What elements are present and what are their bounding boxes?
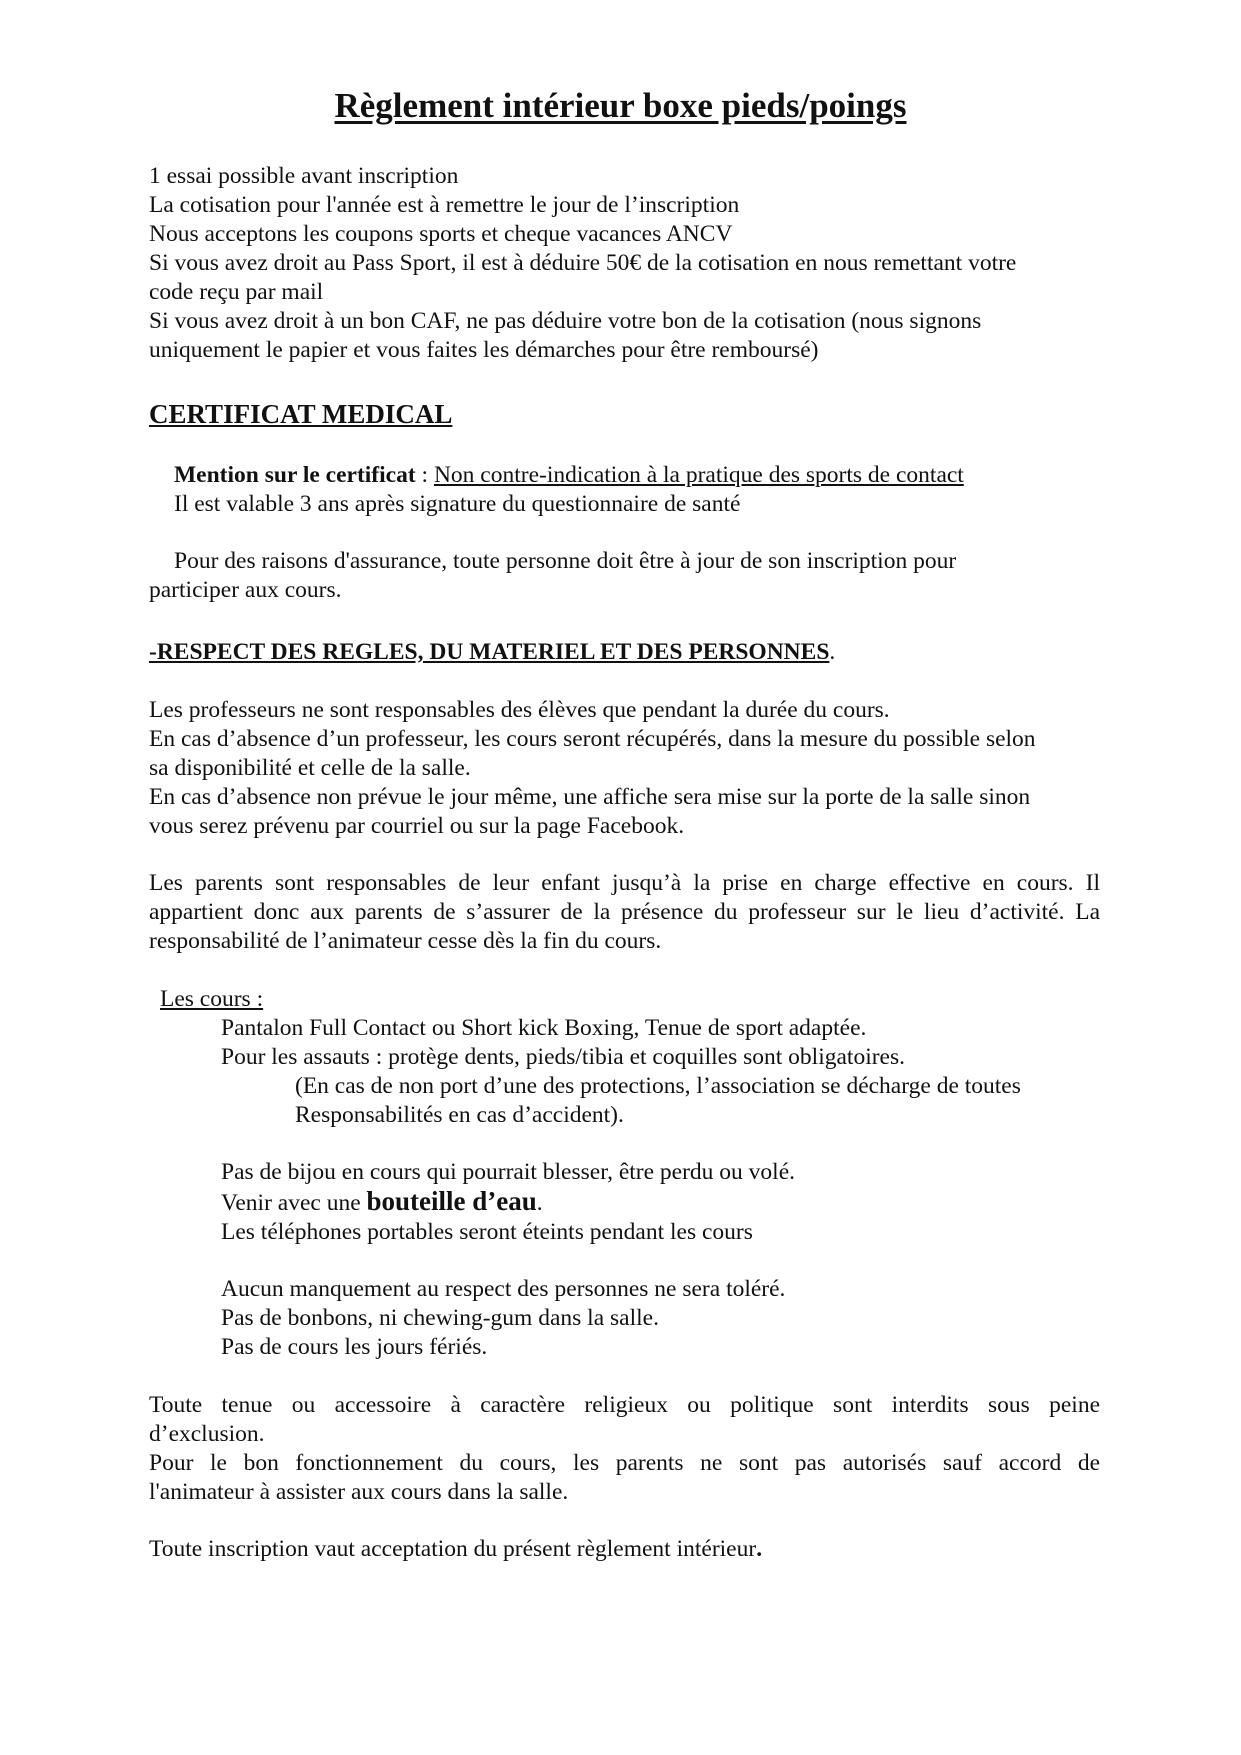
cours-note: (En cas de non port d’une des protections, l’association se décharge de toutes bbox=[295, 1073, 1021, 1099]
medical-heading: CERTIFICAT MEDICAL bbox=[149, 399, 453, 429]
cours-item: Les téléphones portables seront éteints pendant les cours bbox=[221, 1219, 753, 1245]
mention-separator: : bbox=[415, 462, 434, 488]
cours-item: Pas de bonbons, ni chewing-gum dans la salle. bbox=[221, 1305, 659, 1331]
water-line bbox=[221, 1187, 543, 1218]
acceptance-line bbox=[149, 1535, 762, 1564]
closing-line: Pour le bon fonctionnement du cours, les parents ne sont pas autorisés sauf accord de bbox=[149, 1450, 1100, 1476]
parents-line: Les parents sont responsables de leur enfant jusqu’à la prise en charge effective en cours. Il bbox=[149, 870, 1100, 896]
parents-line: responsabilité de l’animateur cesse dès la fin du cours. bbox=[149, 928, 662, 954]
cours-item: Pas de bijou en cours qui pourrait blesser, être perdu ou volé. bbox=[221, 1159, 796, 1185]
parents-line: appartient donc aux parents de s’assurer de la présence du professeur sur le lieu d’activité. La bbox=[149, 899, 1100, 925]
intro-line: Si vous avez droit au Pass Sport, il est à déduire 50€ de la cotisation en nous remettant votre bbox=[149, 250, 1017, 276]
water-prefix: Venir avec une bbox=[221, 1190, 367, 1216]
intro-line: uniquement le papier et vous faites les démarches pour être remboursé) bbox=[149, 337, 819, 363]
intro-line: Si vous avez droit à un bon CAF, ne pas déduire votre bon de la cotisation (nous signons bbox=[149, 308, 982, 334]
insurance-line: Pour des raisons d'assurance, toute personne doit être à jour de son inscription pour bbox=[174, 548, 957, 574]
respect-heading bbox=[149, 638, 835, 667]
water-emphasis: bouteille d’eau bbox=[366, 1186, 537, 1216]
cours-label: Les cours : bbox=[160, 986, 264, 1012]
acceptance-end: . bbox=[756, 1536, 763, 1562]
intro-line: Nous acceptons les coupons sports et cheque vacances ANCV bbox=[149, 221, 733, 247]
respect-line: En cas d’absence d’un professeur, les cours seront récupérés, dans la mesure du possible selon bbox=[149, 726, 1036, 752]
respect-line: Les professeurs ne sont responsables des élèves que pendant la durée du cours. bbox=[149, 697, 890, 723]
intro-line: 1 essai possible avant inscription bbox=[149, 163, 459, 189]
water-suffix: . bbox=[536, 1190, 543, 1216]
cours-item: Pantalon Full Contact ou Short kick Boxing, Tenue de sport adaptée. bbox=[221, 1015, 867, 1041]
insurance-line: participer aux cours. bbox=[149, 577, 342, 603]
closing-line: Toute tenue ou accessoire à caractère religieux ou politique sont interdits sous peine bbox=[149, 1392, 1100, 1418]
intro-line: La cotisation pour l'année est à remettre le jour de l’inscription bbox=[149, 192, 740, 218]
respect-heading-text: -RESPECT DES REGLES, DU MATERIEL ET DES PERSONNES bbox=[149, 639, 830, 665]
cours-note: Responsabilités en cas d’accident). bbox=[295, 1102, 624, 1128]
cours-item: Pour les assauts : protège dents, pieds/tibia et coquilles sont obligatoires. bbox=[221, 1044, 906, 1070]
cours-item: Pas de cours les jours fériés. bbox=[221, 1334, 488, 1360]
respect-line: En cas d’absence non prévue le jour même, une affiche sera mise sur la porte de la salle sinon bbox=[149, 784, 1031, 810]
respect-line: sa disponibilité et celle de la salle. bbox=[149, 755, 471, 781]
mention-label: Mention sur le certificat bbox=[174, 462, 416, 488]
validity-line: Il est valable 3 ans après signature du questionnaire de santé bbox=[174, 491, 741, 517]
mention-value: Non contre-indication à la pratique des sports de contact bbox=[433, 462, 964, 488]
closing-line: l'animateur à assister aux cours dans la salle. bbox=[149, 1479, 569, 1505]
intro-line: code reçu par mail bbox=[149, 279, 324, 305]
closing-line: d’exclusion. bbox=[149, 1421, 265, 1447]
acceptance-text: Toute inscription vaut acceptation du présent règlement intérieur bbox=[149, 1536, 757, 1562]
respect-heading-end: . bbox=[829, 639, 836, 665]
cours-item: Aucun manquement au respect des personnes ne sera toléré. bbox=[221, 1276, 786, 1302]
certificate-mention bbox=[174, 461, 964, 490]
page-title: Règlement intérieur boxe pieds/poings bbox=[334, 86, 907, 125]
respect-line: vous serez prévenu par courriel ou sur la page Facebook. bbox=[149, 813, 685, 839]
